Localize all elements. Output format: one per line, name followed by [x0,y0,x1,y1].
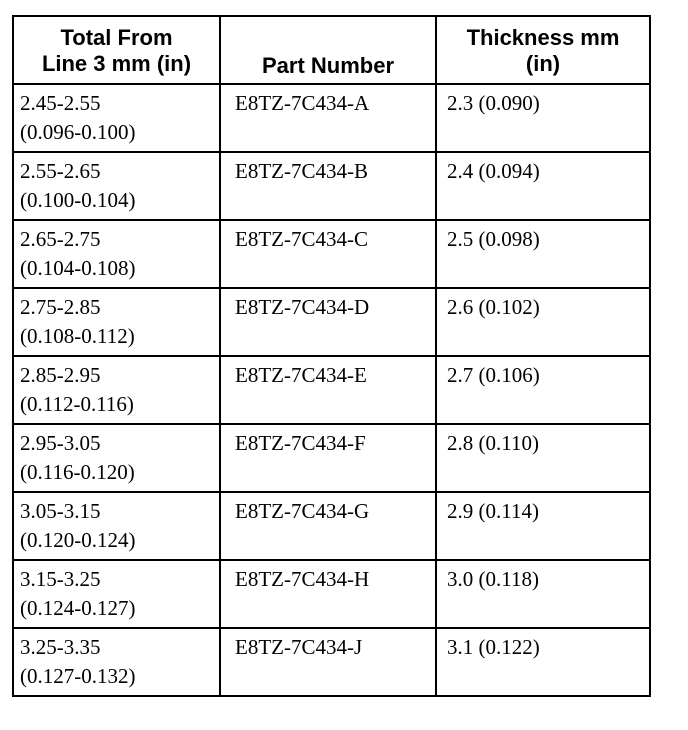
cell-part-number [220,84,436,152]
cell-total-from-line [13,628,220,696]
thickness-value: 2.5 (0.098) [447,227,540,251]
table-row [13,152,650,220]
table-row [13,356,650,424]
thickness-value: 2.3 (0.090) [447,91,540,115]
cell-thickness [436,560,650,628]
table-row [13,220,650,288]
document-page [12,15,649,697]
total-in-value: (0.104-0.108) [20,256,136,280]
header-thickness-line1: Thickness mm [466,25,620,50]
table-row [13,492,650,560]
total-mm-value: 2.85-2.95 [20,363,101,387]
total-mm-value: 2.95-3.05 [20,431,101,455]
shim-selection-table [12,15,651,697]
part-number-value: E8TZ-7C434-A [235,91,370,115]
cell-part-number [220,560,436,628]
table-row [13,424,650,492]
header-part-number-label: Part Number [261,53,395,78]
header-total-from-line [13,16,220,84]
thickness-value: 3.1 (0.122) [447,635,540,659]
cell-total-from-line [13,220,220,288]
total-in-value: (0.120-0.124) [20,528,136,552]
total-mm-value: 2.45-2.55 [20,91,101,115]
cell-part-number [220,288,436,356]
total-mm-value: 2.75-2.85 [20,295,101,319]
part-number-value: E8TZ-7C434-J [235,635,363,659]
thickness-value: 3.0 (0.118) [447,567,539,591]
total-mm-value: 2.55-2.65 [20,159,101,183]
cell-part-number [220,424,436,492]
cell-thickness [436,288,650,356]
total-in-value: (0.127-0.132) [20,664,136,688]
cell-total-from-line [13,356,220,424]
part-number-value: E8TZ-7C434-C [235,227,368,251]
cell-part-number [220,152,436,220]
total-in-value: (0.100-0.104) [20,188,136,212]
part-number-value: E8TZ-7C434-B [235,159,368,183]
part-number-value: E8TZ-7C434-E [235,363,367,387]
cell-part-number [220,628,436,696]
cell-total-from-line [13,492,220,560]
table-header-row [13,16,650,84]
cell-thickness [436,424,650,492]
thickness-value: 2.7 (0.106) [447,363,540,387]
cell-part-number [220,356,436,424]
thickness-value: 2.6 (0.102) [447,295,540,319]
total-in-value: (0.124-0.127) [20,596,136,620]
total-mm-value: 2.65-2.75 [20,227,101,251]
table-row [13,560,650,628]
thickness-value: 2.8 (0.110) [447,431,539,455]
total-mm-value: 3.15-3.25 [20,567,101,591]
table-body [13,84,650,696]
table-row [13,628,650,696]
total-in-value: (0.096-0.100) [20,120,136,144]
total-in-value: (0.116-0.120) [20,460,135,484]
cell-total-from-line [13,152,220,220]
part-number-value: E8TZ-7C434-G [235,499,370,523]
header-total-line2: Line 3 mm (in) [41,51,192,76]
part-number-value: E8TZ-7C434-H [235,567,370,591]
cell-total-from-line [13,560,220,628]
thickness-value: 2.9 (0.114) [447,499,539,523]
header-part-number [220,16,436,84]
cell-total-from-line [13,288,220,356]
table-row [13,84,650,152]
part-number-value: E8TZ-7C434-D [235,295,370,319]
part-number-value: E8TZ-7C434-F [235,431,366,455]
cell-part-number [220,492,436,560]
header-thickness [436,16,650,84]
total-in-value: (0.112-0.116) [20,392,134,416]
total-mm-value: 3.05-3.15 [20,499,101,523]
cell-thickness [436,220,650,288]
table-row [13,288,650,356]
cell-thickness [436,356,650,424]
header-thickness-line2: (in) [525,51,561,76]
cell-part-number [220,220,436,288]
total-in-value: (0.108-0.112) [20,324,135,348]
cell-thickness [436,492,650,560]
cell-thickness [436,84,650,152]
cell-total-from-line [13,424,220,492]
thickness-value: 2.4 (0.094) [447,159,540,183]
header-total-line1: Total From [60,25,173,50]
cell-thickness [436,152,650,220]
total-mm-value: 3.25-3.35 [20,635,101,659]
cell-total-from-line [13,84,220,152]
cell-thickness [436,628,650,696]
